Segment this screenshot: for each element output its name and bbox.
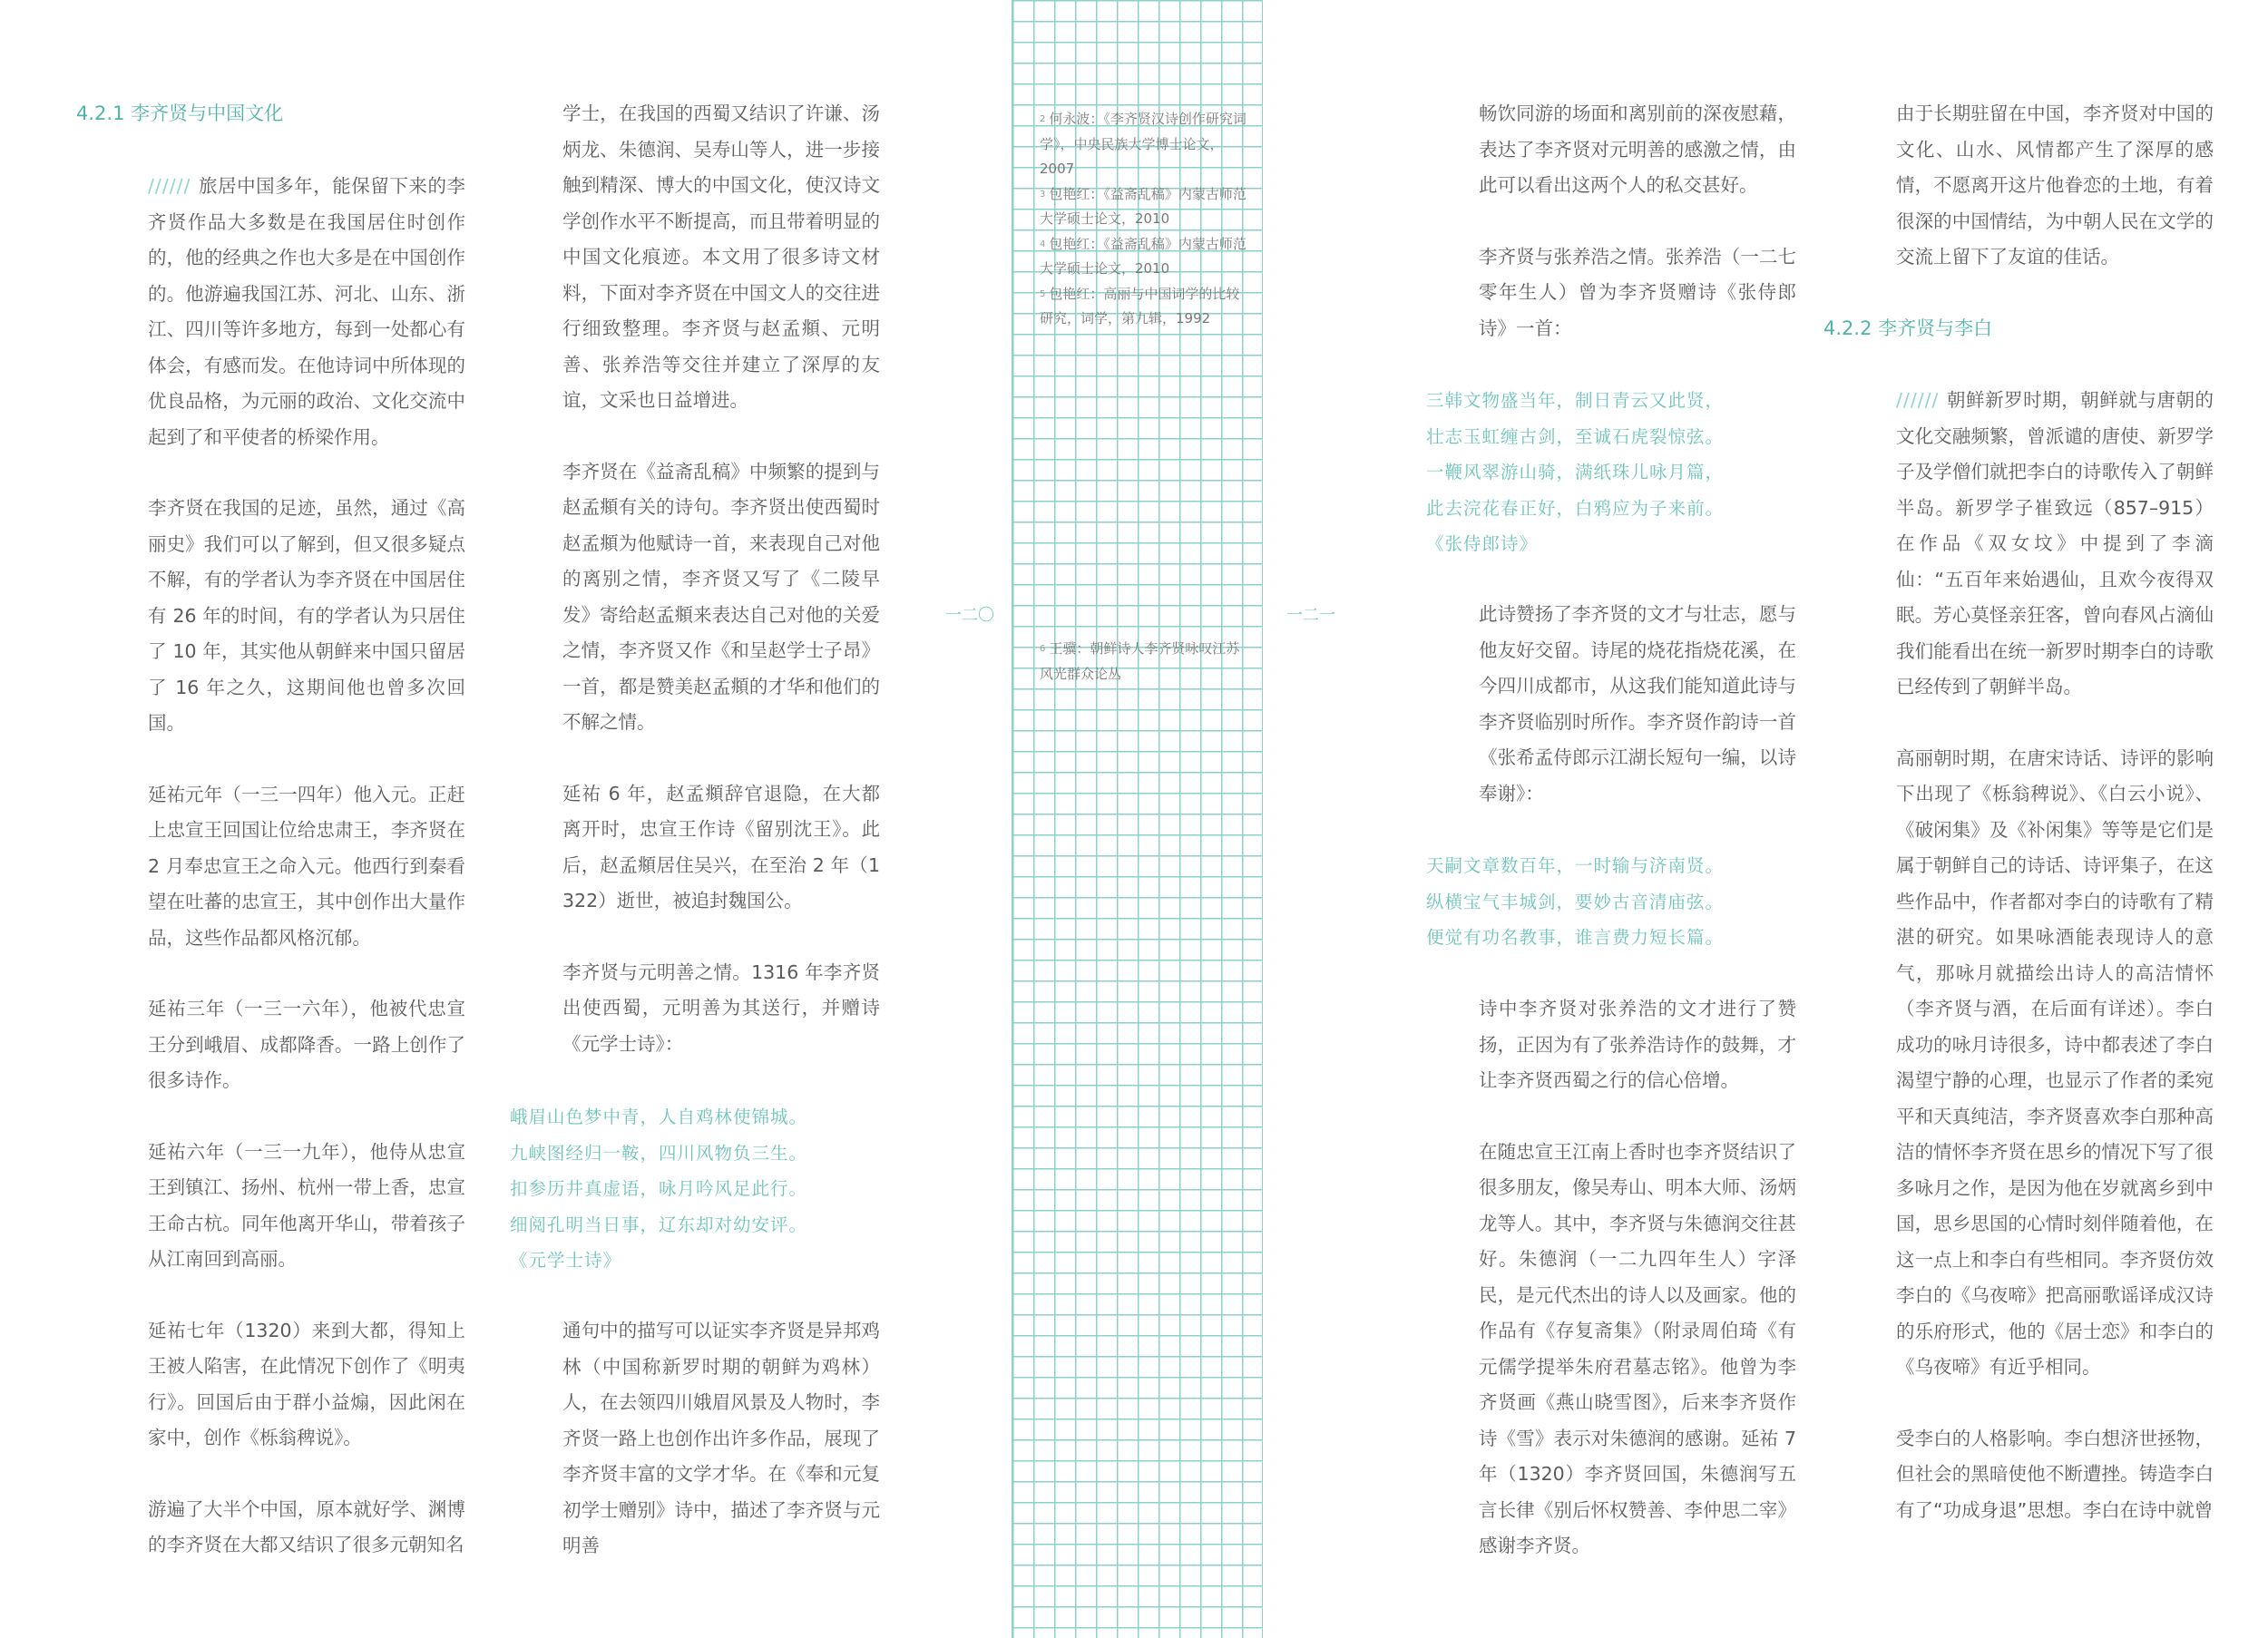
paragraph: 诗中李齐贤对张养浩的文才进行了赞扬，正因为有了张养浩诗作的鼓舞，才让李齐贤西蜀之行的信心倍增。 <box>1479 998 1796 1091</box>
poem-line: 便觉有功名教事，谁言费力短长篇。 <box>1426 927 1725 948</box>
paragraph: 延祐六年（一三一九年），他侍从忠宣王到镇江、扬州、杭州一带上香，忠宣王命古杭。同年他离开华山，带着孩子从江南回到高丽。 <box>148 1140 465 1270</box>
left-col1 <box>76 96 466 132</box>
poem-line: 一鞭风翠游山骑，满纸珠儿咏月篇， <box>1426 462 1725 483</box>
poem-line: 纵横宝气丰城剑，要妙古音清庙弦。 <box>1426 891 1725 912</box>
poem-title: 《张侍郎诗》 <box>1426 533 1539 554</box>
footnote: $^4$ 包艳红：《益斋乱稿》内蒙古师范大学硕士论文，2010 <box>1040 235 1246 277</box>
footnotes-top <box>1040 107 1248 332</box>
right-col3-mid <box>1479 597 1796 847</box>
paragraph: ////// 朝鲜新罗时期，朝鲜就与唐朝的文化交融频繁，曾派谴的唐使、新罗学子及学僧们就把李白的诗歌传入了朝鲜半岛。新罗学子崔致远（857–915）在作品《双女坟》中提到了李滴仙：“五百年来始遇仙，且欢今夜得双眠。芳心莫怪亲狂客，曾向春风占滴仙我们能看出在统一新罗时期李白的诗歌已经传到了朝鲜半岛。 <box>1896 389 2214 697</box>
paragraph: 游遍了大半个中国，原本就好学、渊博的李齐贤在大都又结识了很多元朝知名 <box>148 1497 465 1555</box>
poem-line: 细阅孔明当日事，辽东却对幼安评。 <box>510 1214 808 1235</box>
paragraph: 学士，在我国的西蜀又结识了许谦、汤炳龙、朱德润、吴寿山等人，进一步接触到精深、博大的中国文化，使汉诗文学创作水平不断提高，而且带着明显的中国文化痕迹。本文用了很多诗文材料，下面对李齐贤在中国文人的交往进行细致整理。李齐贤与赵孟頫、元明善、张养浩等交往并建立了深厚的友谊，文采也日益增进。 <box>562 102 880 411</box>
paragraph: 延祐元年（一三一四年）他入元。正赶上忠宣王回国让位给忠肃王，李齐贤在 2 月奉忠宣王之命入元。他西行到秦看望在吐蕃的忠宣王，其中创作出大量作品，这些作品都风格沉郁。 <box>148 783 465 949</box>
paragraph: 畅饮同游的场面和离别前的深夜慰藉，表达了李齐贤对元明善的感激之情，由此可以看出这两个人的私交甚好。 <box>1479 102 1796 196</box>
paragraph: ////// 旅居中国多年，能保留下来的李齐贤作品大多数是在我国居住时创作的，他的经典之作也大多是在中国创作的。他游遍我国江苏、河北、山东、浙江、四川等许多地方，每到一处都心有体会，有感而发。在他诗词中所体现的优良品格，为元丽的政治、文化交流中起到了和平使者的桥梁作用。 <box>148 175 465 448</box>
poem-yuan-xueshi <box>510 1099 891 1279</box>
poem-line: 扣参历井真虚语，咏月吟风足此行。 <box>510 1178 808 1199</box>
paragraph: 李齐贤与张养浩之情。张养浩（一二七零年生人）曾为李齐贤赠诗《张侍郎诗》一首： <box>1479 245 1796 339</box>
section-heading-4-2-2: 4.2.2 李齐贤与李白 <box>1823 317 1993 339</box>
footnote: $^3$ 包艳红：《益斋乱稿》内蒙古师范大学硕士论文，2010 <box>1040 185 1246 227</box>
paragraph: 此诗赞扬了李齐贤的文才与壮志，愿与他友好交留。诗尾的烧花指烧花溪，在今四川成都市，从这我们能知道此诗与李齐贤临别时所作。李齐贤作韵诗一首《张希孟侍郎示江湖长短句一编，以诗奉谢》： <box>1479 603 1796 804</box>
poem-zhang-shilang <box>1426 383 1807 562</box>
footnote: $^2$ 何永波：《李齐贤汉诗创作研究词学》，中央民族大学博士论文，2007 <box>1040 111 1246 177</box>
paragraph: 受李白的人格影响。李白想济世拯物，但社会的黑暗使他不断遭挫。铸造李白有了“功成身退”思想。李白在诗中就曾 <box>1896 1427 2214 1521</box>
poem-line: 峨眉山色梦中青，人自鸡林使锦城。 <box>510 1107 808 1127</box>
paragraph: 李齐贤在《益斋乱稿》中频繁的提到与赵孟頫有关的诗句。李齐贤出使西蜀时赵孟頫为他赋诗一首，来表现自己对他的离别之情，李齐贤又写了《二陵早发》寄给赵孟頫来表达自己对他的关爱之情，李齐贤又作《和呈赵学士子昂》一首，都是赞美赵孟頫的才华和他们的不解之情。 <box>562 460 880 733</box>
right-col4-body <box>1896 96 2214 311</box>
slashes-ornament: ////// <box>1896 389 1940 411</box>
poem-title: 《元学士诗》 <box>510 1250 622 1271</box>
poem-line: 天嗣文章数百年，一时输与济南贤。 <box>1426 855 1725 876</box>
poem-line: 九峡图经归一鞍，四川风物负三生。 <box>510 1142 808 1164</box>
poem-line: 此去浣花春正好，白鸦应为子来前。 <box>1426 497 1725 519</box>
page-number-right: 一二一 <box>1286 606 1335 625</box>
right-col3-tail <box>1479 991 1796 1600</box>
paragraph: 在随忠宣王江南上香时也李齐贤结识了很多朋友，像吴寿山、明本大师、汤炳龙等人。其中，李齐贤与朱德润交往甚好。朱德润（一二九四年生人）字泽民，是元代杰出的诗人以及画家。他的作品有《存复斋集》（附录周伯琦《有元儒学提举朱府君墓志铭》。他曾为李齐贤画《燕山晓雪图》，后来李齐贤作诗《雪》表示对朱德润的感谢。延祐 7 年（1320）李齐贤回国，朱德润写五言长律《别后怀权赞善、李仲思二宰》感谢李齐贤。 <box>1479 1140 1796 1556</box>
poem-line: 三韩文物盛当年，制日青云又此贤， <box>1426 390 1725 411</box>
left-col2-body <box>562 96 880 1097</box>
slashes-ornament: ////// <box>148 175 191 197</box>
right-col4-heading <box>1823 311 2214 347</box>
paragraph: 延祐 6 年，赵孟頫辞官退隐，在大都离开时，忠宣王作诗《留别沈王》。此后，赵孟頫居住吴兴，在至治 2 年（1322）逝世，被追封魏国公。 <box>562 782 880 912</box>
page-number-left: 一二〇 <box>945 606 994 625</box>
right-col3-body <box>1479 96 1796 382</box>
poem-line: 壮志玉虹缠古剑，至诚石虎裂惊弦。 <box>1426 425 1725 447</box>
poem-zhang-xi-meng <box>1426 848 1807 956</box>
footnote: $^5$ 包艳红：高丽与中国词学的比较研究，词学，第九辑，1992 <box>1040 285 1240 327</box>
footnote-mid: $^6$ 王骥：朝鲜诗人李齐贤咏叹江苏风光群众论丛 <box>1040 640 1240 682</box>
paragraph: 高丽朝时期，在唐宋诗话、诗评的影响下出现了《栎翁稗说》、《白云小说》、《破闲集》及《补闲集》等等是它们是属于朝鲜自己的诗话、诗评集子，在这些作品中，作者都对李白的诗歌有了精湛的研究。如果咏酒能表现诗人的意气，那咏月就描绘出诗人的高洁情怀（李齐贤与酒，在后面有详述）。李白成功的咏月诗很多，诗中都表述了李白渴望宁静的心理，也显示了作者的柔宛平和天真纯洁，李齐贤喜欢李白那种高洁的情怀李齐贤在思乡的情况下写了很多咏月之作，是因为他在岁就离乡到中国，思乡思国的心情时刻伴随着他，在这一点上和李白有些相同。李齐贤仿效李白的《乌夜啼》把高丽歌谣译成汉诗的乐府形式，他的《居士恋》和李白的《乌夜啼》有近乎相同。 <box>1896 746 2214 1378</box>
paragraph: 李齐贤与元明善之情。1316 年李齐贤出使西蜀，元明善为其送行，并赠诗《元学士诗》： <box>562 960 880 1055</box>
left-col2-tail <box>562 1313 880 1600</box>
section-heading-4-2-1: 4.2.1 李齐贤与中国文化 <box>76 102 284 124</box>
paragraph: 通句中的描写可以证实李齐贤是异邦鸡林（中国称新罗时期的朝鲜为鸡林）人，在去领四川娥眉风景及人物时，李齐贤一路上也创作出许多作品，展现了李齐贤丰富的文学才华。在《奉和元复初学士赠别》诗中，描述了李齐贤与元明善 <box>562 1320 880 1556</box>
right-col4-rest <box>1896 383 2214 1564</box>
paragraph: 李齐贤在我国的足迹，虽然，通过《高丽史》我们可以了解到，但又很多疑点不解，有的学者认为李齐贤在中国居住有 26 年的时间，有的学者认为只居住了 10 年，其实他从朝鲜来中国只留居了 16 年之久，这期间他也曾多次回国。 <box>148 497 465 734</box>
paragraph: 延祐七年（1320）来到大都，得知上王被人陷害，在此情况下创作了《明夷行》。回国后由于群小益煽，因此闲在家中，创作《栎翁稗说》。 <box>148 1319 465 1448</box>
paragraph: 延祐三年（一三一六年），他被代忠宣王分到峨眉、成都降香。一路上创作了很多诗作。 <box>148 998 465 1091</box>
paragraph: 由于长期驻留在中国，李齐贤对中国的文化、山水、风情都产生了深厚的感情，不愿离开这片他眷恋的土地，有着很深的中国情结，为中朝人民在文学的交流上留下了友谊的佳话。 <box>1896 102 2214 268</box>
left-col1-body <box>148 169 465 1599</box>
